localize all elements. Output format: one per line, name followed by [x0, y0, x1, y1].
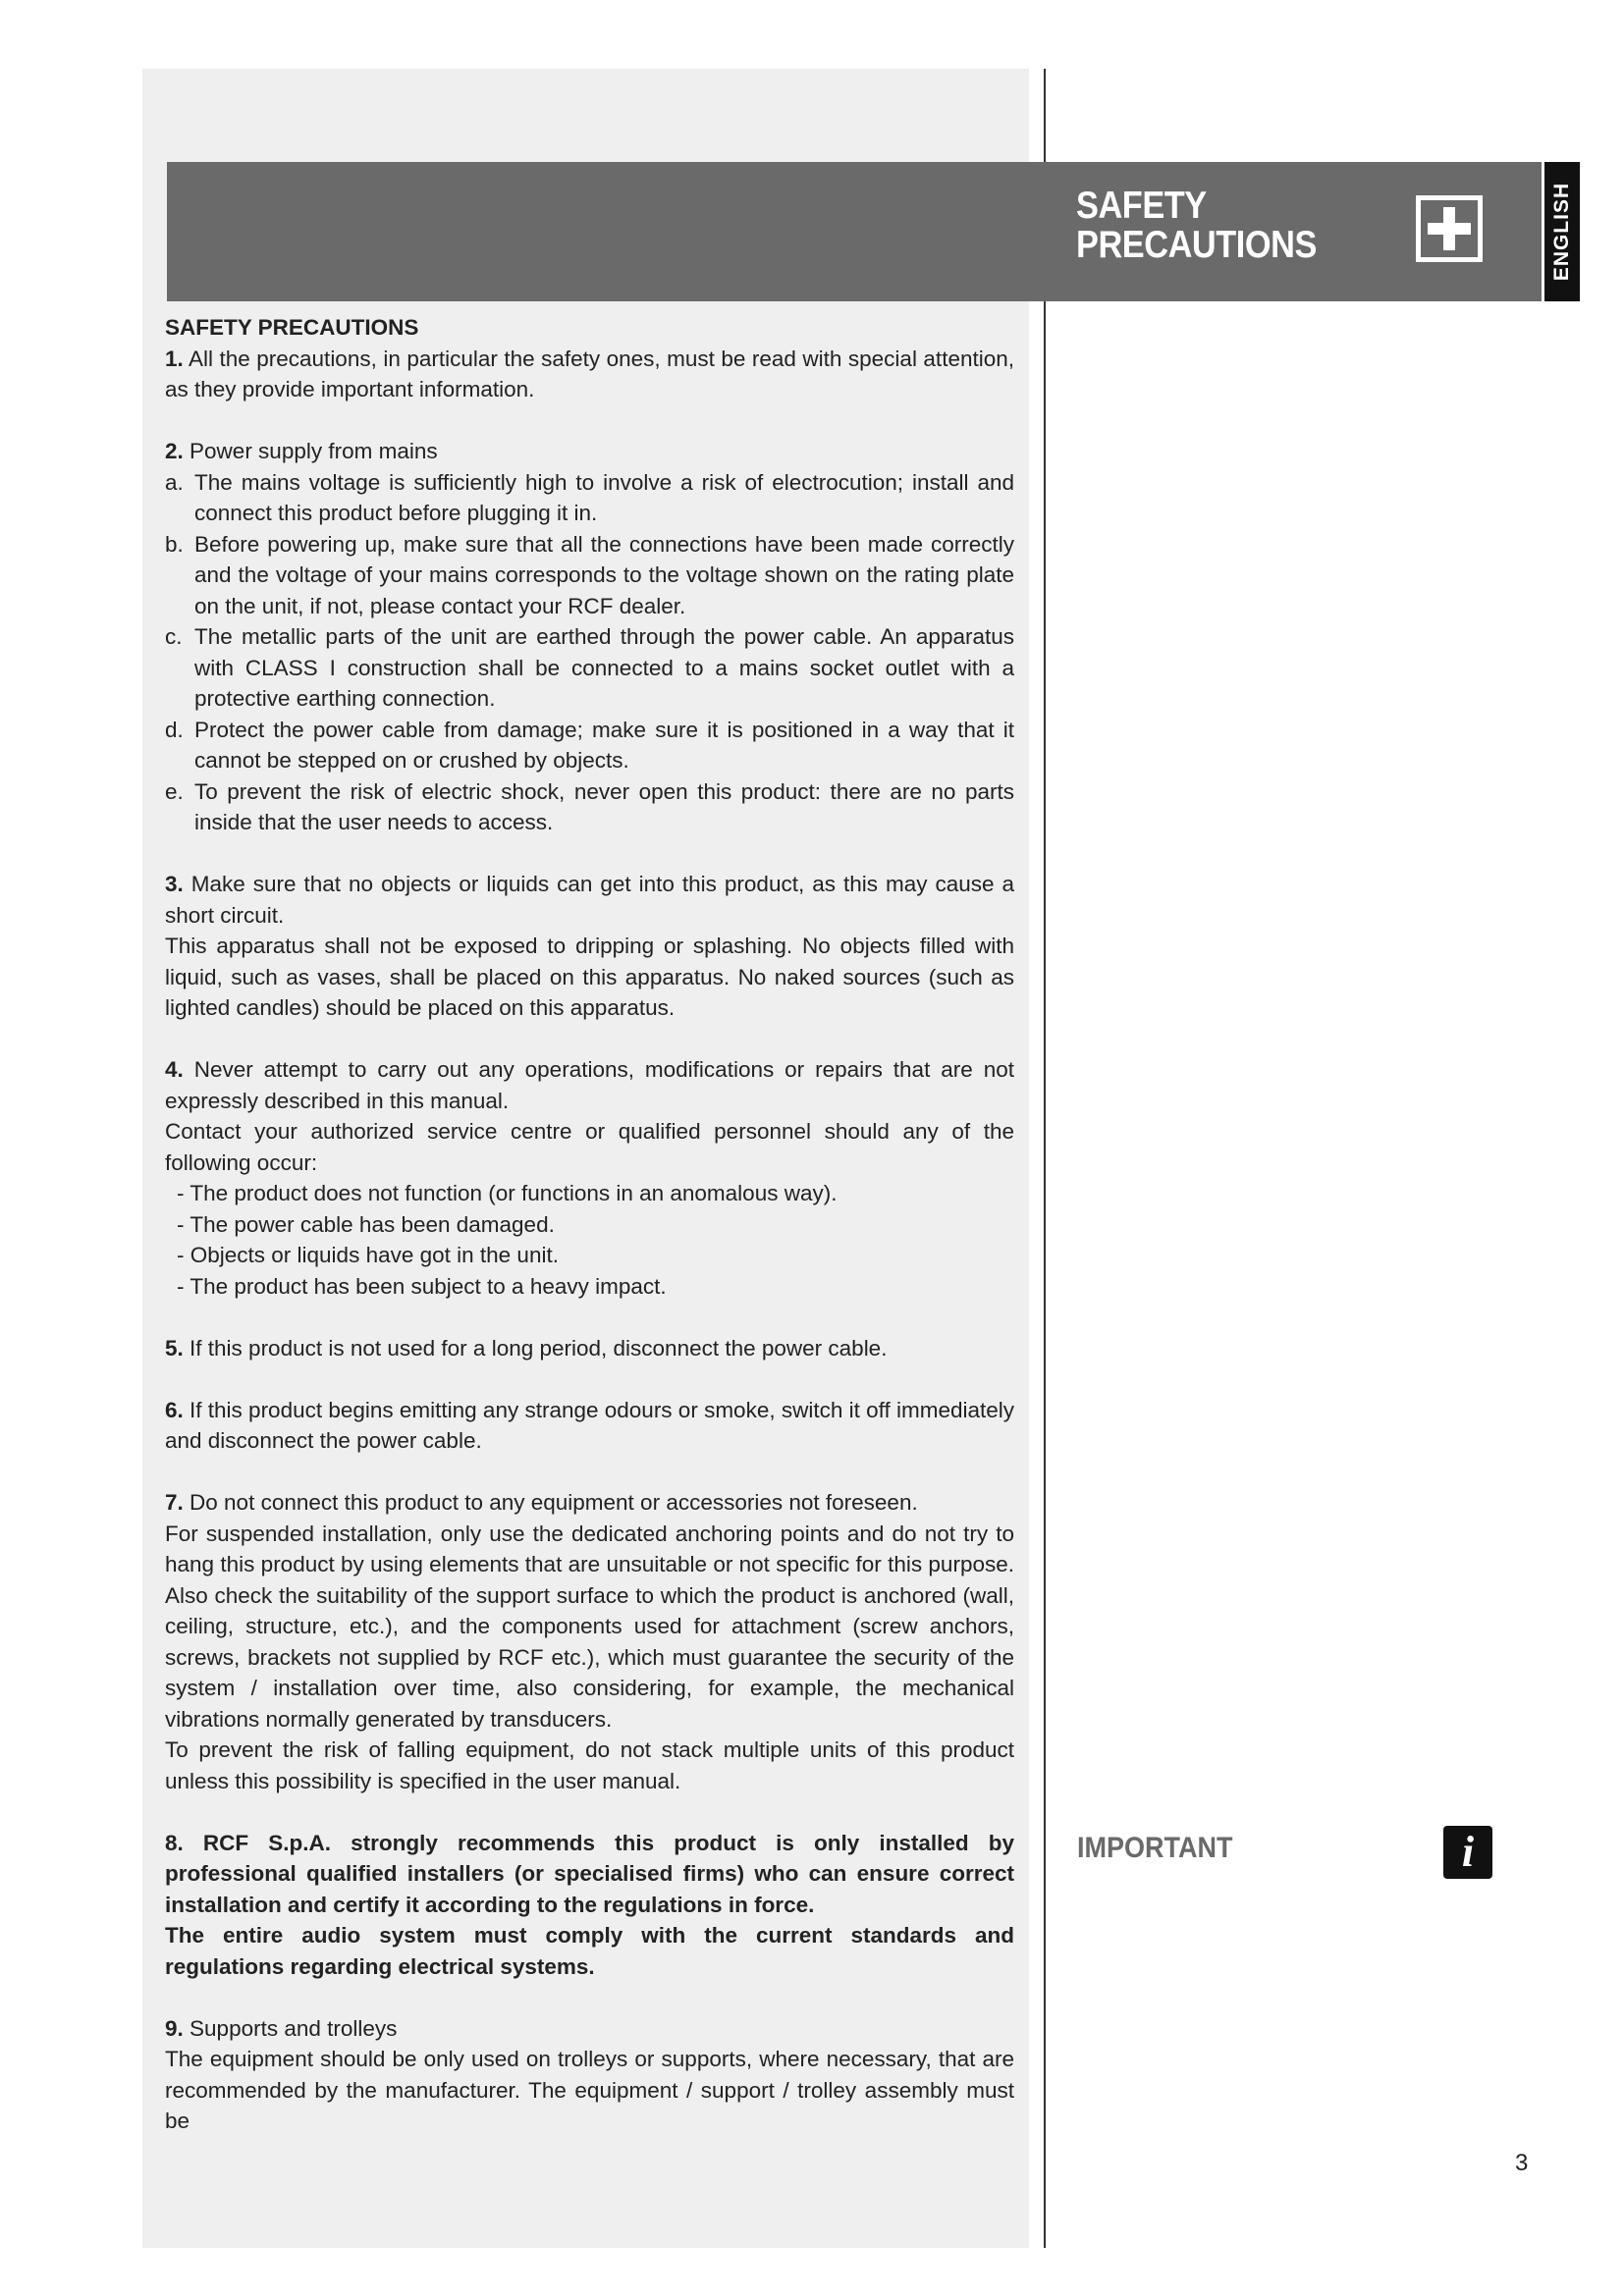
list-item: - Objects or liquids have got in the unit. [177, 1243, 559, 1267]
section-8: 8. RCF S.p.A. strongly recommends this product is only installed by professional qualified installers (or specialised firms) who can ensure correct installation and certify it according to the regulations in force. [165, 1830, 1014, 1917]
section-4: 4. Never attempt to carry out any operations, modifications or repairs that are not expressly described in this manual. [165, 1057, 1014, 1113]
section-6-number: 6. [165, 1397, 184, 1422]
section-2-number: 2. [165, 439, 184, 463]
section-5-number: 5. [165, 1335, 184, 1361]
section-3-text-2: This apparatus shall not be exposed to dripping or splashing. No objects filled with liquid, such as vases, shall be placed on this apparatus. No naked sources (such as lighted candles) should be placed on this apparatus. [165, 934, 1014, 1020]
language-tab-label: ENGLISH [1550, 182, 1573, 282]
section-2-title: 2. Power supply from mains [165, 439, 438, 463]
section-1-number: 1. [165, 346, 184, 371]
section-2-item-a: a. The mains voltage is sufficiently high to involve a risk of electrocution; install and connect this product before plugging it in. [165, 469, 1014, 525]
section-title-line1: SAFETY [1076, 185, 1207, 227]
section-7-number: 7. [165, 1490, 184, 1515]
main-content [165, 312, 1014, 2137]
section-title [1076, 187, 1317, 265]
header-banner [167, 162, 1542, 301]
list-item: - The product does not function (or functions in an anomalous way). [177, 1181, 838, 1205]
list-item: - The product has been subject to a heavy impact. [177, 1273, 667, 1299]
section-2-item-b: b. Before powering up, make sure that all the connections have been made correctly and the voltage of your mains corresponds to the voltage shown on the rating plate on the unit, if not, please contact your RCF dealer. [165, 531, 1014, 618]
content-heading: SAFETY PRECAUTIONS [165, 315, 419, 340]
section-2-item-d: d. Protect the power cable from damage; make sure it is positioned in a way that it cannot be stepped on or crushed by objects. [165, 717, 1014, 773]
section-7: 7. Do not connect this product to any equipment or accessories not foreseen. [165, 1490, 918, 1515]
first-aid-cross-icon [1416, 195, 1483, 262]
section-7-text-3: To prevent the risk of falling equipment, do not stack multiple units of this product unless this possibility is specified in the user manual. [165, 1737, 1014, 1793]
list-item: - The power cable has been damaged. [177, 1211, 555, 1237]
section-4-number: 4. [165, 1057, 184, 1082]
section-7-text-2: For suspended installation, only use the dedicated anchoring points and do not try to hang this product by using elements that are unsuitable or not specific for this purpose. Also check the suitability of the support surface to which the product is anchored (wall, ceiling, structure, etc.), and the components used for attachment (screw anchors, screws, brackets not supplied by RCF etc.), which must guarantee the security of the system / installation over time, also considering, for example, the mechanical vibrations normally generated by transducers. [165, 1521, 1014, 1732]
section-3-number: 3. [165, 872, 184, 896]
important-label: IMPORTANT [1077, 1832, 1233, 1864]
section-6: 6. If this product begins emitting any strange odours or smoke, switch it off immediately and disconnect the power cable. [165, 1397, 1015, 1453]
section-3: 3. Make sure that no objects or liquids can get into this product, as this may cause a short circuit. [165, 872, 1014, 928]
section-9-number: 9. [165, 2015, 184, 2041]
section-4-text-2: Contact your authorized service centre or qualified personnel should any of the following occur: [165, 1119, 1014, 1175]
section-1 [165, 344, 1014, 405]
column-divider [1044, 69, 1046, 2248]
info-icon: i [1443, 1826, 1492, 1879]
section-9-text: The equipment should be only used on trolleys or supports, where necessary, that are recommended by the manufacturer. The equipment / support / trolley assembly must be [165, 2047, 1014, 2133]
section-8-text-2: The entire audio system must comply with the current standards and regulations regarding electrical systems. [165, 1923, 1014, 1979]
section-2-item-c: c. The metallic parts of the unit are earthed through the power cable. An apparatus with CLASS I construction shall be connected to a mains socket outlet with a protective earthing connection. [165, 624, 1014, 711]
section-title-line2: PRECAUTIONS [1076, 224, 1317, 266]
section-1-text: All the precautions, in particular the safety ones, must be read with special attention, as they provide important information. [165, 346, 1014, 401]
page-number: 3 [1515, 2150, 1529, 2176]
language-tab [1544, 162, 1580, 301]
section-9-title: 9. Supports and trolleys [165, 2015, 398, 2041]
section-2-item-e: e. To prevent the risk of electric shock, never open this product: there are no parts inside that the user needs to access. [165, 778, 1014, 834]
section-5: 5. If this product is not used for a long period, disconnect the power cable. [165, 1335, 888, 1361]
